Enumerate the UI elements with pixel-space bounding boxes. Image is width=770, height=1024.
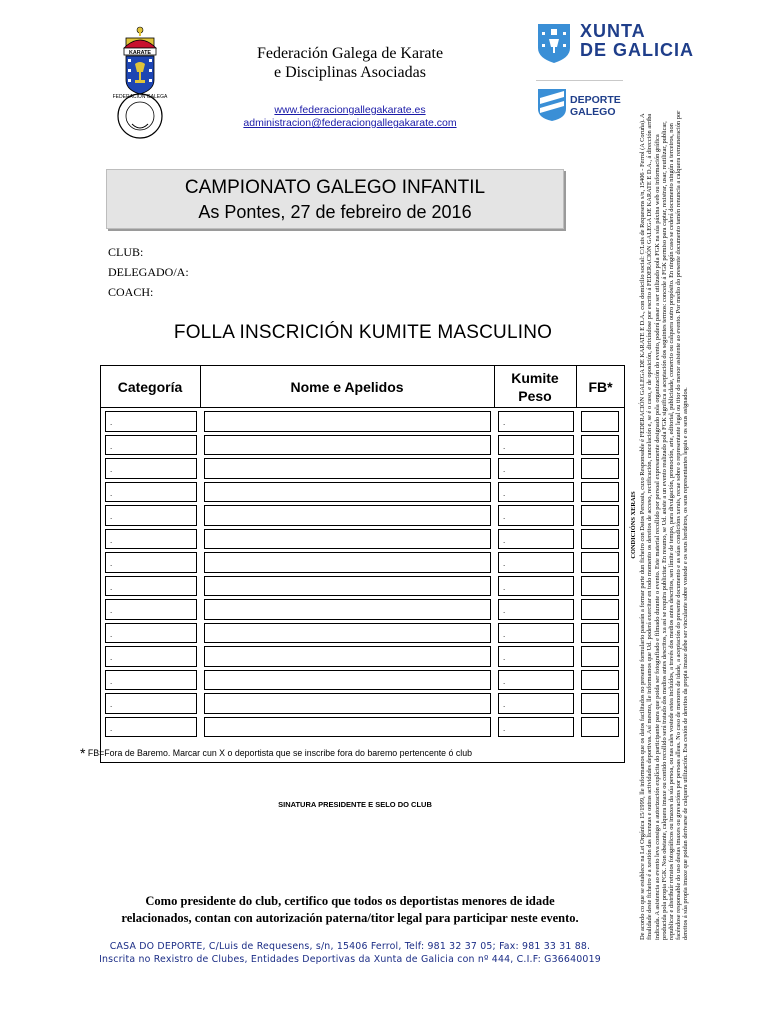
categoria-cell[interactable] — [105, 505, 197, 526]
event-title: CAMPIONATO GALEGO INFANTIL — [184, 177, 486, 198]
peso-cell[interactable] — [498, 599, 574, 620]
conditions-body: De acordo co que se establece na Lei Orgánica 15/1999, lle informamos que os datos facilitados no presente formulario pasarán a formar parte dun ficheiro con Datos Persoais, cuxo Responsable é FEDERACIÓN GALEGA DE KARATE E D.A., con domicilio social: C/Luis de Requesens s/n, 15406 - Ferrol (A Coruña). A finalidade deste ficheiro é a xestión das licenzas e outras actividades deportivas. Así mesmo, lle informamos que Ud. poderá exercitar en todo momento os dereitos de acceso, rectificación, cancelación e, se é o caso, e de oposición, dirixíndose por escrito á FEDERACIÓN GALEGA DE KARATE E D.A., á dirección arriba indicada. A asistencia ao evento leva consigo a autorización explícita do participante para que poida ser fotografiado e filmado durante o evento. Este material recollido por persoal expresamente designado pola organización do evento, poderá pasar a ser utilizado pola FGK na súa páxina web ou información gráfica producida pola propia FGK. Non obstante, calquera imaxe ou contido recollido será tratado dos medios antes descritos, xa así se requira publicitar. En resumo, se Ud. asiste a un evento realizado pola FGK significa a aceptación dos seguintes termos: concede á FGK permiso para captar, rexistrar, usar, reutilizar, publicar, republicar e distribuír retratos fotográficos ou imaxes da súa persoa, ou nas cales vostede estea incluídos, a través dos medios antes descritos, sen límite de tempo, para divulgación, promoción, arte, editorial, publicidade, comercio ou calquera outro propósito. En ningún caso se cederá documento ningún a terceiros, non facéndose responsable do uso destas imaxes ou gravacións por persoas alleas. No caso de menores de idade, a aceptación do presente documento e as súas condicións xerais, recae sobre o representante legal ou titor do menor asistente ao evento. Por medio do presente documento tamén renuncia a calquera remuneración por dereitos á súa propia imaxe que poidan derivarse de calquera utilización. Esa cesión de dereitos da propia imaxe debe ser vinculante sobre vostede e os seus herdeiros, os seus representantes legais e os seus asignados. — [639, 110, 690, 940]
categoria-cell[interactable] — [105, 670, 197, 691]
peso-cell[interactable] — [498, 435, 574, 456]
row-marker: . — [110, 535, 113, 545]
nome-cell[interactable] — [204, 435, 491, 456]
peso-cell[interactable] — [498, 552, 574, 573]
row-marker: . — [110, 418, 113, 427]
categoria-cell[interactable] — [105, 435, 197, 456]
fb-cell[interactable] — [581, 482, 619, 503]
footer-line2: Inscrita no Rexistro de Clubes, Entidades Deportivas da Xunta de Galicia con nº 444, C.I.F: G36640019 — [99, 954, 601, 965]
categoria-cell[interactable] — [105, 482, 197, 503]
row-marker: . — [503, 582, 506, 592]
header-kumite-peso — [494, 369, 576, 405]
peso-cell[interactable] — [498, 482, 574, 503]
header-kumite: Kumite — [511, 370, 559, 386]
form-title: FOLLA INSCRICIÓN KUMITE MASCULINO — [173, 322, 553, 343]
club-label: CLUB: — [108, 245, 144, 259]
categoria-cell[interactable] — [105, 717, 197, 738]
row-marker: . — [503, 606, 506, 615]
table-bottom-rule — [100, 762, 625, 763]
fb-cell[interactable] — [581, 693, 619, 714]
nome-cell[interactable] — [204, 552, 491, 573]
row-marker: . — [110, 582, 113, 592]
event-subtitle: As Pontes, 27 de febreiro de 2016 — [198, 202, 472, 222]
event-banner — [106, 169, 564, 229]
nome-cell[interactable] — [204, 693, 491, 714]
fb-cell[interactable] — [581, 717, 619, 738]
peso-cell[interactable] — [498, 458, 574, 479]
row-marker: . — [503, 700, 506, 709]
fb-cell[interactable] — [581, 435, 619, 456]
peso-cell[interactable] — [498, 670, 574, 691]
categoria-cell[interactable] — [105, 646, 197, 667]
categoria-cell[interactable] — [105, 693, 197, 714]
row-marker: . — [110, 700, 113, 709]
row-marker: . — [503, 441, 506, 451]
table-body-left-rule — [100, 407, 101, 763]
deporte-galego-text — [570, 94, 621, 118]
xunta-logo-text — [580, 22, 694, 60]
fb-cell[interactable] — [581, 576, 619, 597]
row-marker: . — [110, 606, 113, 615]
delegado-label: DELEGADO/A: — [108, 265, 189, 279]
row-marker: . — [503, 629, 506, 639]
svg-text:FEDERACIÓN GALEGA: FEDERACIÓN GALEGA — [112, 94, 168, 100]
svg-text:KARATE: KARATE — [128, 50, 152, 56]
row-marker: . — [110, 629, 113, 639]
header-peso: Peso — [518, 388, 552, 404]
row-marker: . — [110, 723, 113, 733]
nome-cell[interactable] — [204, 576, 491, 597]
row-marker: . — [110, 441, 113, 451]
fb-cell[interactable] — [581, 670, 619, 691]
row-marker: . — [110, 653, 113, 662]
fb-cell[interactable] — [581, 599, 619, 620]
row-marker: . — [503, 512, 506, 521]
categoria-cell[interactable] — [105, 623, 197, 644]
nome-cell[interactable] — [204, 411, 491, 432]
federation-name-line2: e Disciplinas Asociadas — [274, 64, 426, 81]
peso-cell[interactable] — [498, 505, 574, 526]
federation-crest-logo — [96, 24, 188, 142]
peso-cell[interactable] — [498, 646, 574, 667]
nome-cell[interactable] — [204, 646, 491, 667]
header-nome: Nome e Apelidos — [290, 379, 404, 395]
row-marker: . — [503, 418, 506, 427]
header-categoria: Categoría — [117, 379, 183, 395]
signature-label: SINATURA PRESIDENTE E SELO DO CLUB — [278, 800, 432, 809]
row-marker: . — [110, 676, 113, 686]
xunta-line1: XUNTA — [580, 21, 646, 41]
deporte-galego-icon — [537, 88, 567, 122]
table-header-rule — [100, 407, 625, 408]
website-link[interactable]: www.federaciongallegakarate.es — [274, 104, 426, 116]
row-marker: . — [110, 488, 113, 498]
fb-cell[interactable] — [581, 458, 619, 479]
nome-cell[interactable] — [204, 623, 491, 644]
row-marker: . — [503, 488, 506, 498]
coach-label: COACH: — [108, 285, 154, 299]
row-marker: . — [503, 465, 506, 474]
categoria-cell[interactable] — [105, 411, 197, 432]
peso-cell[interactable] — [498, 693, 574, 714]
row-marker: . — [503, 653, 506, 662]
categoria-cell[interactable] — [105, 576, 197, 597]
conditions-panel — [630, 110, 760, 940]
fb-cell[interactable] — [581, 646, 619, 667]
federation-name-line1: Federación Galega de Karate — [256, 45, 444, 62]
certification-line1: Como presidente do club, certifico que todos os deportistas menores de idade — [145, 894, 555, 908]
row-marker: . — [503, 559, 506, 568]
peso-cell[interactable] — [498, 576, 574, 597]
registration-table — [100, 365, 625, 765]
fb-note-text: FB=Fora de Baremo. Marcar cun X o deportista que se inscribe fora do baremo pertencente ó club — [87, 748, 472, 758]
nome-cell[interactable] — [204, 670, 491, 691]
peso-cell[interactable] — [498, 623, 574, 644]
footer-line1: CASA DO DEPORTE, C/Luis de Requesens, s/n, 15406 Ferrol, Telf: 981 32 37 05; Fax: 981 33 31 88. — [109, 941, 591, 952]
xunta-emblem-icon — [536, 22, 572, 64]
conditions-title: CONDICIÓNS XERAIS — [630, 491, 637, 559]
nome-cell[interactable] — [204, 529, 491, 550]
fb-cell[interactable] — [581, 623, 619, 644]
deporte-line1: DEPORTE — [570, 94, 621, 106]
fb-note-star: * — [80, 745, 86, 761]
categoria-cell[interactable] — [105, 529, 197, 550]
categoria-cell[interactable] — [105, 552, 197, 573]
fb-cell[interactable] — [581, 411, 619, 432]
nome-cell[interactable] — [204, 505, 491, 526]
fb-note — [80, 745, 472, 761]
row-marker: . — [110, 559, 113, 568]
xunta-line2: DE GALICIA — [580, 40, 695, 60]
header-fb: FB* — [588, 379, 613, 395]
deporte-line2: GALEGO — [570, 106, 616, 118]
nome-cell[interactable] — [204, 599, 491, 620]
certification-text — [80, 893, 620, 927]
categoria-cell[interactable] — [105, 458, 197, 479]
categoria-cell[interactable] — [105, 599, 197, 620]
fb-cell[interactable] — [581, 505, 619, 526]
footer-address — [80, 940, 620, 966]
nome-cell[interactable] — [204, 482, 491, 503]
federation-name — [225, 44, 475, 82]
certification-line2: relacionados, contan con autorización paterna/titor legal para participar neste evento. — [121, 911, 579, 925]
row-marker: . — [110, 465, 113, 474]
row-marker: . — [110, 512, 113, 521]
club-info — [108, 242, 189, 302]
fb-cell[interactable] — [581, 552, 619, 573]
nome-cell[interactable] — [204, 458, 491, 479]
nome-cell[interactable] — [204, 717, 491, 738]
peso-cell[interactable] — [498, 411, 574, 432]
peso-cell[interactable] — [498, 717, 574, 738]
logo-divider — [536, 80, 623, 81]
conditions-text — [630, 110, 758, 940]
row-marker: . — [503, 723, 506, 733]
table-top-rule — [100, 365, 625, 366]
row-marker: . — [503, 676, 506, 686]
fb-cell[interactable] — [581, 529, 619, 550]
row-marker: . — [503, 535, 506, 545]
email-link[interactable]: administracion@federaciongallegakarate.com — [243, 117, 457, 129]
federation-contact-links — [200, 104, 500, 130]
table-body-right-rule — [624, 407, 625, 763]
peso-cell[interactable] — [498, 529, 574, 550]
